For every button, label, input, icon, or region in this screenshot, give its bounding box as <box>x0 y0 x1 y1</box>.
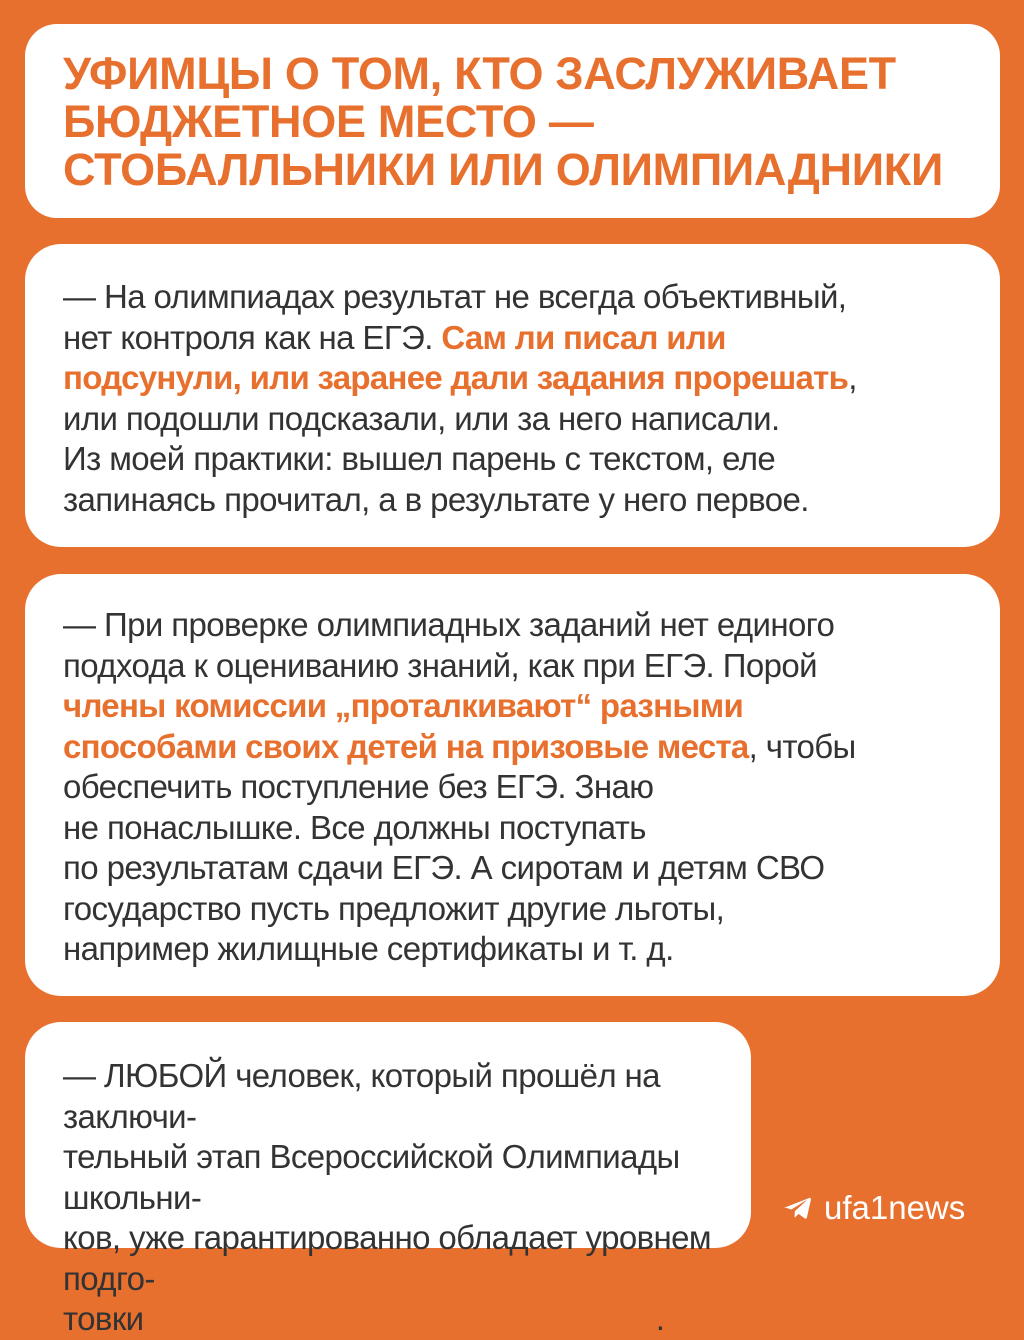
quote-highlight: на голову выше стобалльников <box>152 1300 656 1337</box>
quote-highlight: Сам ли писал или подсунули, или заранее дали задания прорешать <box>63 318 849 396</box>
brand-badge[interactable] <box>760 1172 1000 1244</box>
brand-name: ufa1news <box>824 1189 966 1226</box>
quote-text: — При проверке олимпиадных заданий нет единого подхода к оцениванию знаний, как при ЕГЭ. Порой <box>63 606 835 684</box>
quote-text: — На олимпиадах результат не всегда объективный, нет контроля как на ЕГЭ. <box>63 278 847 356</box>
quote-card-2 <box>25 574 1000 996</box>
quote-highlight: члены комиссии „проталкивают“ разными способами своих детей на призовые места <box>63 687 749 765</box>
quote-text-1 <box>63 277 980 520</box>
quote-text-2 <box>63 605 980 970</box>
headline: УФИМЦЫ О ТОМ, КТО ЗАСЛУЖИВАЕТ БЮДЖЕТНОЕ МЕСТО — СТОБАЛЛЬНИКИ ИЛИ ОЛИМПИАДНИКИ <box>63 48 943 195</box>
quote-card-1 <box>25 244 1000 547</box>
quote-text-3 <box>63 1056 741 1340</box>
quote-card-3 <box>25 1022 751 1337</box>
title-card <box>25 24 1000 218</box>
telegram-icon <box>784 1196 812 1220</box>
quote-text: . <box>655 1300 665 1337</box>
quote-text: , или подошли подсказали, или за него написали. Из моей практики: вышел парень с текстом, еле запинаясь прочитал, а в результате у него первое. <box>63 359 857 518</box>
quote-text: , чтобы обеспечить поступление без ЕГЭ. Знаю не понаслышке. Все должны поступать по результатам сдачи ЕГЭ. А сиротам и детям СВО государство пусть предложит другие льготы, например жилищные сертификаты и т. д. <box>63 727 856 967</box>
quote-text: — ЛЮБОЙ человек, который прошёл на заключи- тельный этап Всероссийской Олимпиады школьни- ков, уже гарантированно обладает уровнем подго- товки <box>63 1057 711 1337</box>
